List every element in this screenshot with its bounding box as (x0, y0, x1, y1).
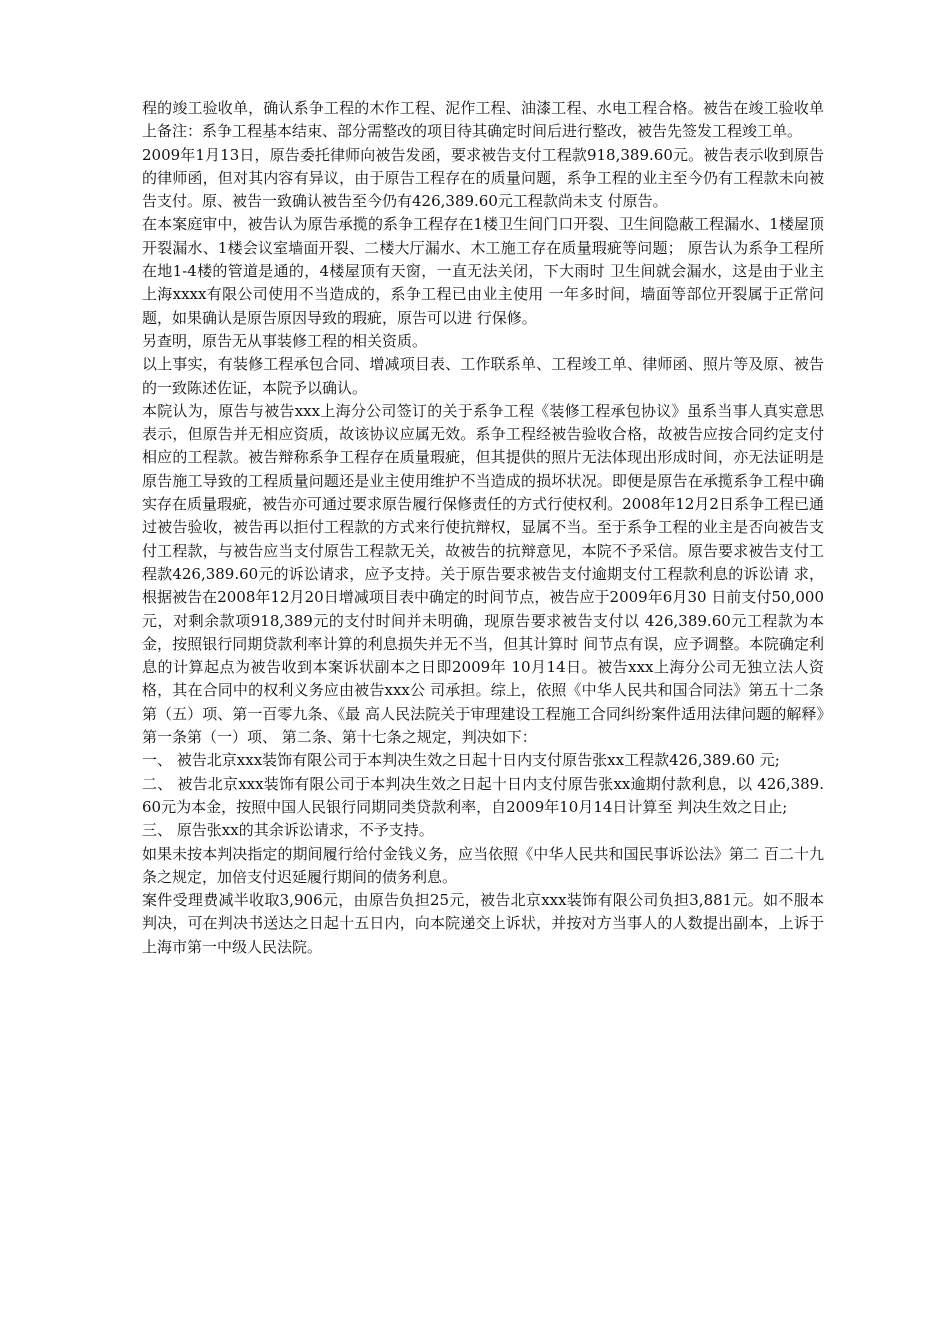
paragraph-trial-claims: 在本案庭审中，被告认为原告承揽的系争工程存在1楼卫生间门口开裂、卫生间隐蔽工程漏水、1楼屋顶开裂漏水、1楼会议室墙面开裂、二楼大厅漏水、木工施工存在质量瑕疵等问题； 原告认为系争工程所在地1-4楼的管道是通的，4楼屋顶有天窗，一直无法关闭，下大雨时 卫生间就会漏水，这是由于业主上海xxxx有限公司使用不当造成的，系争工程已由业主使用 一年多时间，墙面等部位开裂属于正常问题，如果确认是原告原因导致的瑕疵，原告可以进 行保修。 (142, 215, 824, 327)
paragraph-court-opinion: 本院认为，原告与被告xxx上海分公司签订的关于系争工程《装修工程承包协议》虽系当事人真实意思表示，但原告并无相应资质，故该协议应属无效。系争工程经被告验收合格，故被告应按合同约定支付相应的工程款。被告辩称系争工程存在质量瑕疵，但其提供的照片无法体现出形成时间，亦无法证明是原告施工导致的工程质量问题还是业主使用维护不当造成的损坏状况。即便是原告在承揽系争工程中确实存在质量瑕疵，被告亦可通过要求原告履行保修责任的方式行使权利。2008年12月2日系争工程已通过被告验收，被告再以拒付工程款的方式来行使抗辩权，显属不当。至于系争工程的业主是否向被告支付工程款，与被告应当支付原告工程款无关，故被告的抗辩意见，本院不予采信。原告要求被告支付工程款426,389.60元的诉讼请求，应予支持。关于原告要求被告支付逾期支付工程款利息的诉讼请 求，根据被告在2008年12月20日增减项目表中确定的时间节点，被告应于2009年6月30 日前支付50,000元，对剩余款项918,389元的支付时间并未明确，现原告要求被告支付以 426,389.60元工程款为本金，按照银行同期贷款利率计算的利息损失并无不当，但其计算时 间节点有误，应予调整。本院确定利息的计算起点为被告收到本案诉状副本之日即2009年 10月14日。被告xxx上海分公司无独立法人资格，其在合同中的权利义务应由被告xxx公 司承担。综上，依照《中华人民共和国合同法》第五十二条第（五）项、第一百零九条、《最 高人民法院关于审理建设工程施工合同纠纷案件适用法律问题的解释》第一条第（一）项、 第二条、第十七条之规定，判决如下： (142, 401, 824, 747)
paragraph-facts-evidence: 以上事实，有装修工程承包合同、增减项目表、工作联系单、工程竣工单、律师函、照片等及原、被告的一致陈述佐证，本院予以确认。 (142, 355, 824, 397)
paragraph-qualification: 另查明，原告无从事装修工程的相关资质。 (142, 331, 428, 350)
paragraph-delay-interest: 如果未按本判决指定的期间履行给付金钱义务，应当依照《中华人民共和国民事诉讼法》第二 百二十九条之规定，加倍支付迟延履行期间的债务利息。 (142, 844, 824, 886)
paragraph-lawyer-letter: 2009年1月13日，原告委托律师向被告发函，要求被告支付工程款918,389.60元。被告表示收到原告的律师函，但对其内容有异议，由于原告工程存在的质量问题，系争工程的业主至今仍有工程款未向被告支付。原、被告一致确认被告至今仍有426,389.60元工程款尚未支 付原告。 (142, 145, 824, 211)
paragraph-fees-appeal: 案件受理费减半收取3,906元，由原告负担25元，被告北京xxx装饰有限公司负担3,881元。如不服本判决，可在判决书送达之日起十五日内，向本院递交上诉状，并按对方当事人的人数提出副本，上诉于上海市第一中级人民法院。 (142, 891, 824, 956)
paragraph-judgment-item-1: 一、 被告北京xxx装饰有限公司于本判决生效之日起十日内支付原告张xx工程款426,389.60 元; (142, 751, 780, 770)
paragraph-judgment-item-2: 二、 被告北京xxx装饰有限公司于本判决生效之日起十日内支付原告张xx逾期付款利息，以 426,389.60元为本金，按照中国人民银行同期同类贷款利率，自2009年10月14日计算至 判决生效之日止; (142, 774, 824, 816)
document-page (142, 97, 824, 959)
paragraph-judgment-item-3: 三、 原告张xx的其余诉讼请求，不予支持。 (142, 821, 434, 840)
paragraph-acceptance: 程的竣工验收单，确认系争工程的木作工程、泥作工程、油漆工程、水电工程合格。被告在竣工验收单上备注：系争工程基本结束、部分需整改的项目待其确定时间后进行整改，被告先签发工程竣工单。 (142, 99, 824, 141)
